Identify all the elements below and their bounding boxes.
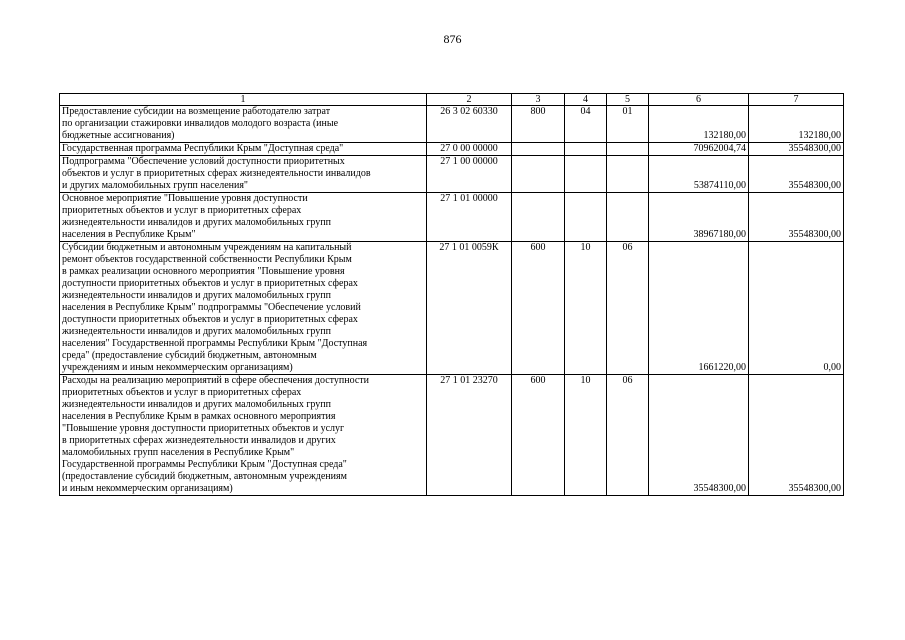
expense-type-cell: 800 [512, 106, 565, 143]
expense-type-cell [512, 193, 565, 242]
target-code-cell: 27 1 01 00000 [427, 193, 512, 242]
table-row [60, 242, 844, 375]
amount-cell: 35548300,00 [749, 193, 844, 242]
expense-name-cell: Государственная программа Республики Крым "Доступная среда" [60, 143, 427, 156]
amount-cell: 1661220,00 [649, 242, 749, 375]
amount-cell: 132180,00 [749, 106, 844, 143]
target-code-cell: 27 1 00 00000 [427, 156, 512, 193]
column-header: 2 [427, 94, 512, 106]
target-code-cell: 26 3 02 60330 [427, 106, 512, 143]
section-cell: 10 [565, 375, 607, 496]
column-header: 3 [512, 94, 565, 106]
amount-cell: 35548300,00 [649, 375, 749, 496]
expense-type-cell [512, 156, 565, 193]
section-cell [565, 193, 607, 242]
amount-cell: 38967180,00 [649, 193, 749, 242]
table-row [60, 143, 844, 156]
table-header-row [60, 94, 844, 106]
amount-cell: 53874110,00 [649, 156, 749, 193]
subsection-cell: 06 [607, 375, 649, 496]
target-code-cell: 27 0 00 00000 [427, 143, 512, 156]
expense-type-cell: 600 [512, 375, 565, 496]
column-header: 1 [60, 94, 427, 106]
section-cell: 04 [565, 106, 607, 143]
budget-table [59, 93, 844, 496]
subsection-cell [607, 143, 649, 156]
expense-type-cell: 600 [512, 242, 565, 375]
expense-name-cell: Основное мероприятие "Повышение уровня доступности приоритетных объектов и услуг в приоритетных сферах жизнедеятельности инвалидов и других маломобильных групп населения в Республике Крым" [60, 193, 427, 242]
expense-name-cell: Расходы на реализацию мероприятий в сфере обеспечения доступности приоритетных объектов и услуг в приоритетных сферах жизнедеятельности инвалидов и других маломобильных групп населения в Республике Крым в рамках основного мероприятия "Повышение уровня доступности приоритетных объектов и услуг в приоритетных сферах жизнедеятельности инвалидов и других маломобильных групп населения в Республике Крым" Государственной программы Республики Крым "Доступная среда" (предоставление субсидий бюджетным, автономным учреждениям и иным некоммерческим организациям) [60, 375, 427, 496]
table-row [60, 193, 844, 242]
subsection-cell [607, 156, 649, 193]
expense-name-cell: Субсидии бюджетным и автономным учреждениям на капитальный ремонт объектов государственной собственности Республики Крым в рамках реализации основного мероприятия "Повышение уровня доступности приоритетных объектов и услуг в приоритетных сферах жизнедеятельности инвалидов и других маломобильных групп населения в Республике Крым" подпрограммы "Обеспечение условий доступности приоритетных объектов и услуг в приоритетных сферах жизнедеятельности инвалидов и других маломобильных групп населения" Государственной программы Республики Крым "Доступная среда" (предоставление субсидий бюджетным, автономным учреждениям и иным некоммерческим организациям) [60, 242, 427, 375]
section-cell [565, 143, 607, 156]
amount-cell: 0,00 [749, 242, 844, 375]
table-row [60, 375, 844, 496]
section-cell [565, 156, 607, 193]
section-cell: 10 [565, 242, 607, 375]
target-code-cell: 27 1 01 23270 [427, 375, 512, 496]
expense-name-cell: Подпрограмма "Обеспечение условий доступности приоритетных объектов и услуг в приоритетных сферах жизнедеятельности инвалидов и других маломобильных групп населения" [60, 156, 427, 193]
target-code-cell: 27 1 01 0059К [427, 242, 512, 375]
amount-cell: 70962004,74 [649, 143, 749, 156]
column-header: 7 [749, 94, 844, 106]
table-row [60, 106, 844, 143]
subsection-cell [607, 193, 649, 242]
subsection-cell: 01 [607, 106, 649, 143]
subsection-cell: 06 [607, 242, 649, 375]
amount-cell: 35548300,00 [749, 143, 844, 156]
amount-cell: 35548300,00 [749, 375, 844, 496]
column-header: 6 [649, 94, 749, 106]
column-header: 5 [607, 94, 649, 106]
amount-cell: 132180,00 [649, 106, 749, 143]
column-header: 4 [565, 94, 607, 106]
page-number: 876 [443, 32, 462, 46]
expense-name-cell: Предоставление субсидии на возмещение работодателю затрат по организации стажировки инвалидов молодого возраста (иные бюджетные ассигнования) [60, 106, 427, 143]
amount-cell: 35548300,00 [749, 156, 844, 193]
expense-type-cell [512, 143, 565, 156]
table-row [60, 156, 844, 193]
